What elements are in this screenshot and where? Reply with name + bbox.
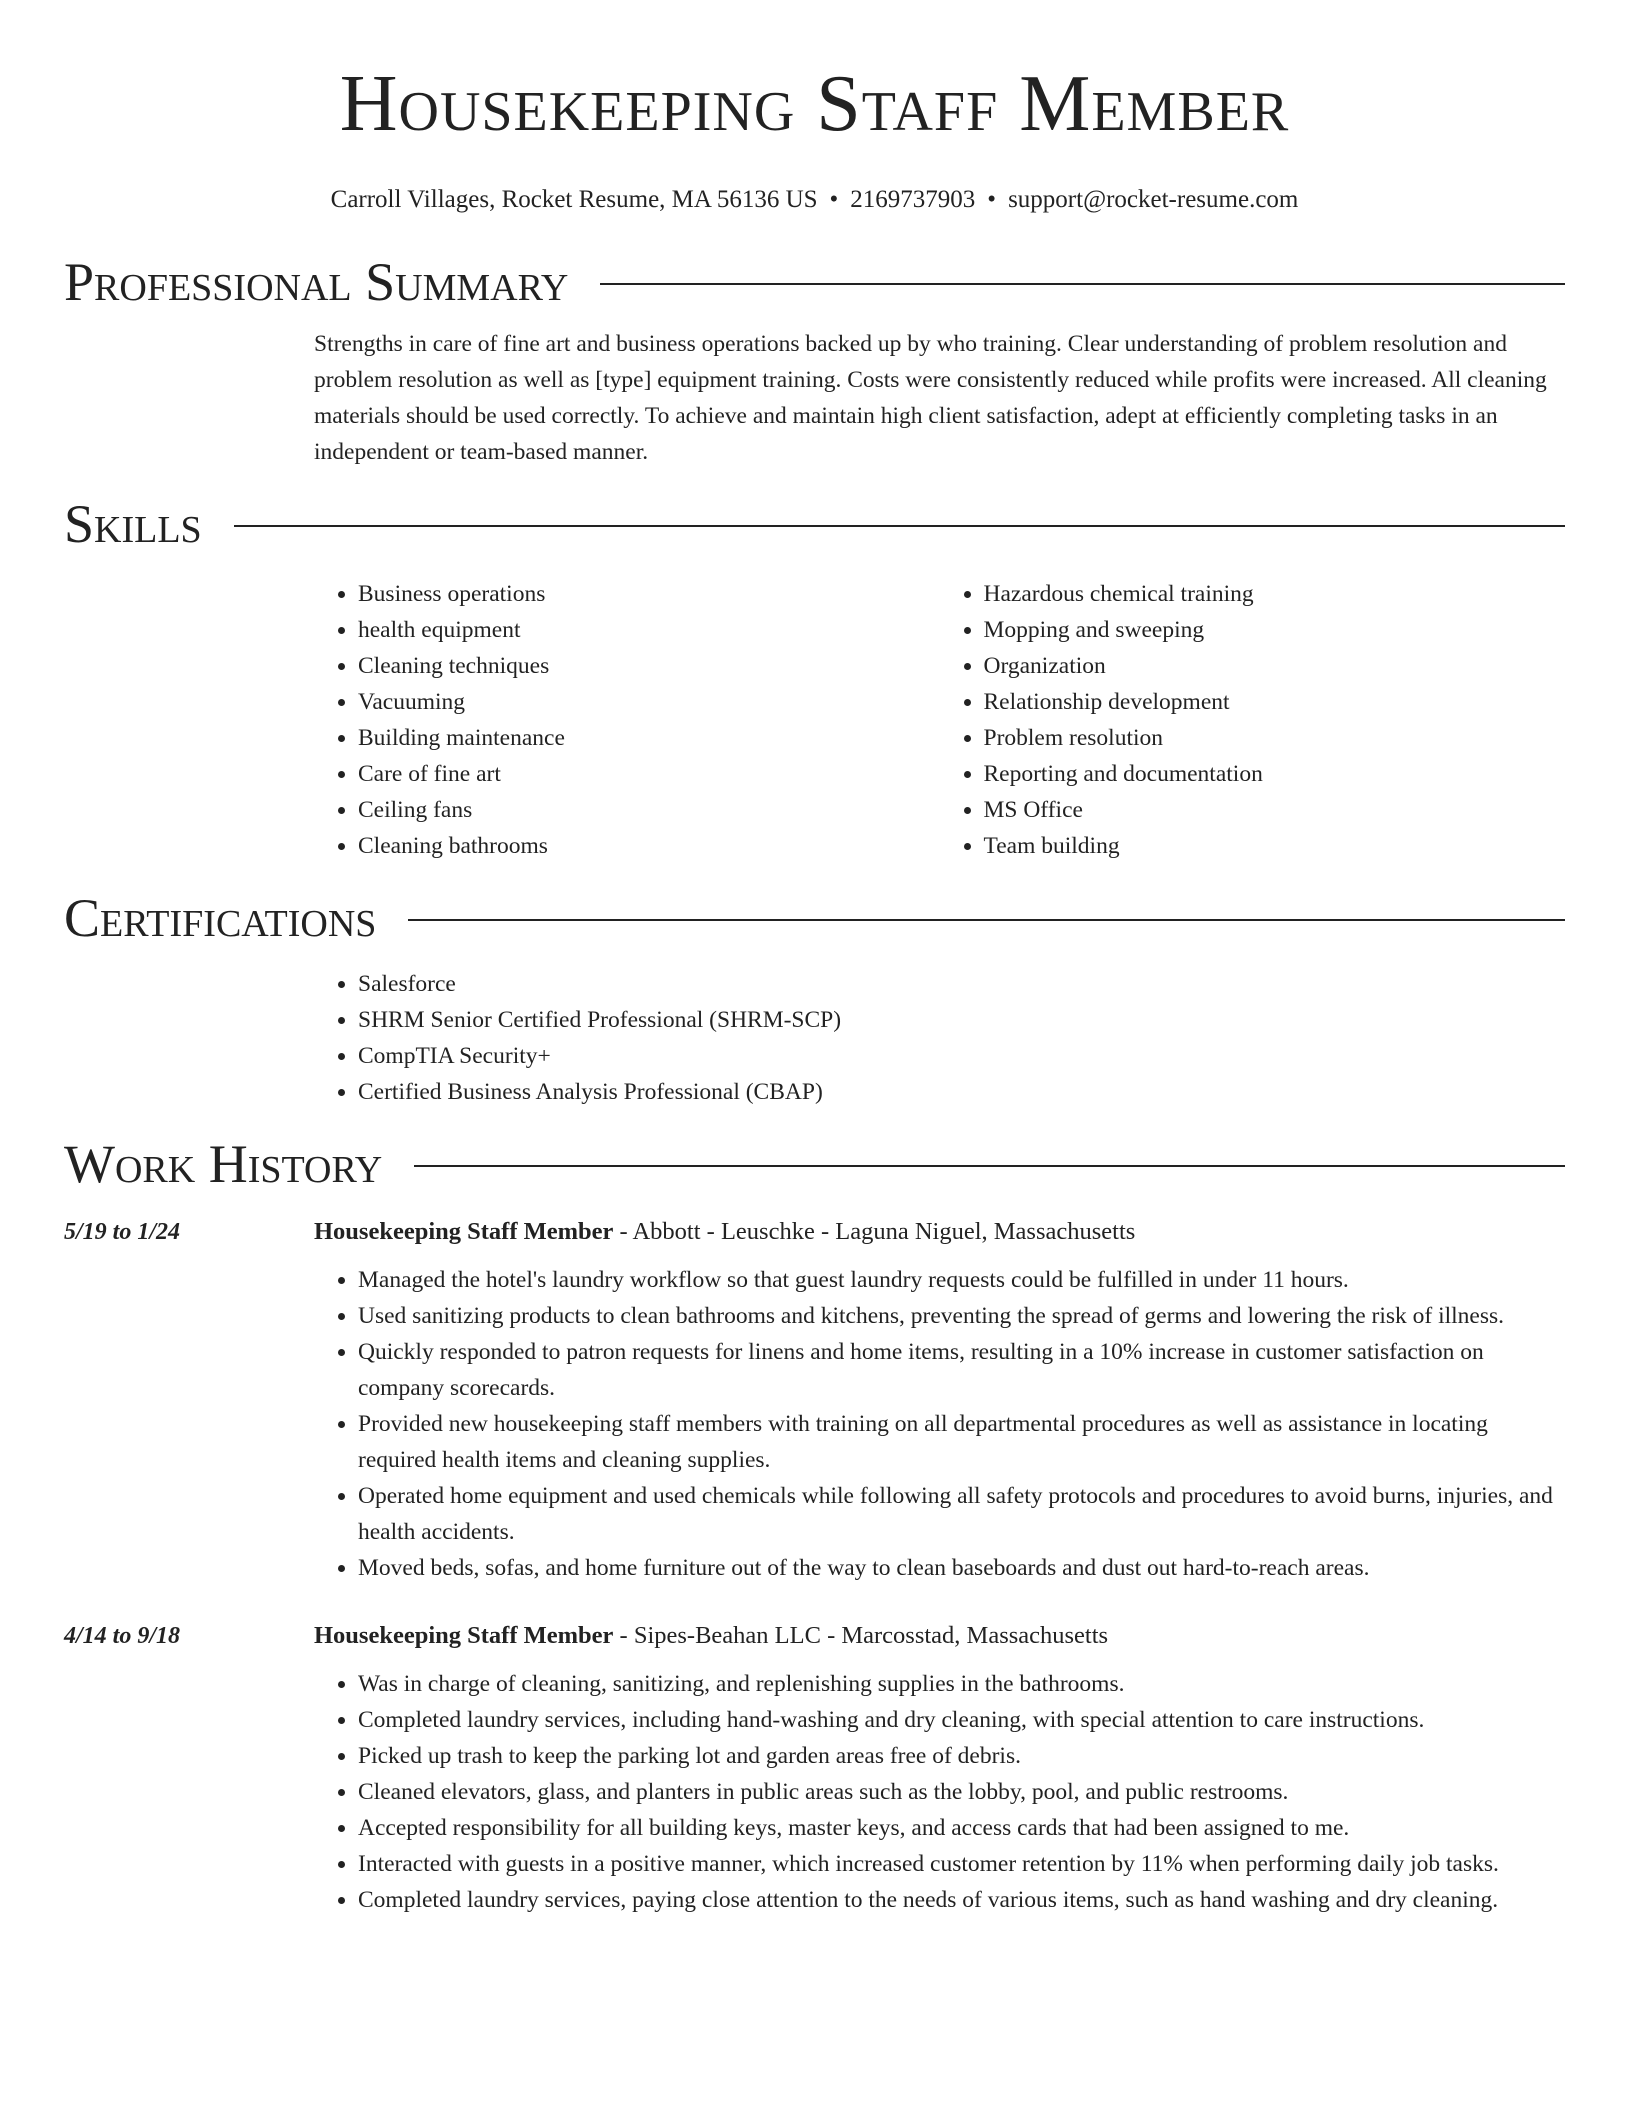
job-content	[314, 1618, 1565, 1918]
certification-item: • Certified Business Analysis Professional (CBAP)	[358, 1074, 1565, 1110]
skills-grid	[314, 576, 1565, 864]
section-divider	[414, 1165, 1565, 1167]
job-heading	[314, 1214, 1565, 1250]
job-bullet: • Completed laundry services, paying close attention to the needs of various items, such as hand washing and dry cleaning.	[358, 1882, 1565, 1918]
skill-item: • Reporting and documentation	[984, 756, 1566, 792]
job-title: Housekeeping Staff Member	[314, 1622, 614, 1649]
job-bullet: • Accepted responsibility for all building keys, master keys, and access cards that had been assigned to me.	[358, 1810, 1565, 1846]
certifications-list	[314, 966, 1565, 1110]
skill-item: • health equipment	[358, 612, 940, 648]
job-dates: 4/14 to 9/18	[64, 1623, 181, 1649]
job-entry	[64, 1618, 1565, 1918]
job-bullet: • Provided new housekeeping staff members with training on all departmental procedures as well as assistance in locating required health items and cleaning supplies.	[358, 1406, 1565, 1478]
section-divider	[600, 283, 1565, 285]
summary-section	[64, 250, 1565, 470]
skill-item: • Mopping and sweeping	[984, 612, 1566, 648]
skills-header	[64, 492, 1565, 556]
work-history-header	[64, 1132, 1565, 1196]
skills-list-right	[940, 576, 1566, 864]
job-bullet: • Picked up trash to keep the parking lot and garden areas free of debris.	[358, 1738, 1565, 1774]
job-bullet: • Quickly responded to patron requests for linens and home items, resulting in a 10% increase in customer satisfaction on company scorecards.	[358, 1334, 1565, 1406]
certifications-header	[64, 886, 1565, 950]
job-content	[314, 1214, 1565, 1586]
job-bullets	[314, 1262, 1565, 1586]
job-employer: - Sipes-Beahan LLC - Marcosstad, Massachusetts	[613, 1622, 1109, 1649]
skill-item: • Cleaning bathrooms	[358, 828, 940, 864]
contact-email: support@rocket-resume.com	[1008, 186, 1299, 213]
contact-separator: •	[829, 186, 839, 213]
job-employer: - Abbott - Leuschke - Laguna Niguel, Massachusetts	[613, 1218, 1136, 1245]
job-bullets	[314, 1666, 1565, 1918]
certifications-title: Certifications	[64, 888, 377, 948]
job-bullet: • Interacted with guests in a positive manner, which increased customer retention by 11% when performing daily job tasks.	[358, 1846, 1565, 1882]
work-history-title: Work History	[64, 1134, 383, 1194]
certifications-body	[314, 966, 1565, 1110]
work-history-section	[64, 1132, 1565, 1918]
contact-line	[64, 184, 1565, 216]
skill-item: • Care of fine art	[358, 756, 940, 792]
job-entry	[64, 1214, 1565, 1586]
skill-item: • MS Office	[984, 792, 1566, 828]
skills-body	[314, 576, 1565, 864]
skills-title: Skills	[64, 494, 202, 554]
skill-item: • Problem resolution	[984, 720, 1566, 756]
certification-item: • Salesforce	[358, 966, 1565, 1002]
certification-item: • SHRM Senior Certified Professional (SHRM-SCP)	[358, 1002, 1565, 1038]
skill-item: • Ceiling fans	[358, 792, 940, 828]
job-bullet: • Managed the hotel's laundry workflow so that guest laundry requests could be fulfilled in under 11 hours.	[358, 1262, 1565, 1298]
section-divider	[408, 919, 1565, 921]
skill-item: • Cleaning techniques	[358, 648, 940, 684]
certification-item: • CompTIA Security+	[358, 1038, 1565, 1074]
summary-body	[314, 326, 1565, 470]
skill-item: • Hazardous chemical training	[984, 576, 1566, 612]
summary-title: Professional Summary	[64, 252, 569, 312]
skill-item: • Organization	[984, 648, 1566, 684]
candidate-name: Housekeeping Staff Member	[339, 60, 1290, 148]
job-bullet: • Operated home equipment and used chemicals while following all safety protocols and procedures to avoid burns, injuries, and health accidents.	[358, 1478, 1565, 1550]
skill-item: • Building maintenance	[358, 720, 940, 756]
skills-section	[64, 492, 1565, 864]
job-bullet: • Cleaned elevators, glass, and planters in public areas such as the lobby, pool, and public restrooms.	[358, 1774, 1565, 1810]
skill-item: • Relationship development	[984, 684, 1566, 720]
job-title: Housekeeping Staff Member	[314, 1218, 614, 1245]
summary-header	[64, 250, 1565, 314]
skill-item: • Business operations	[358, 576, 940, 612]
contact-address: Carroll Villages, Rocket Resume, MA 56136 US	[330, 186, 818, 213]
job-bullet: • Was in charge of cleaning, sanitizing, and replenishing supplies in the bathrooms.	[358, 1666, 1565, 1702]
skill-item: • Team building	[984, 828, 1566, 864]
job-bullet: • Completed laundry services, including hand-washing and dry cleaning, with special attention to care instructions.	[358, 1702, 1565, 1738]
skill-item: • Vacuuming	[358, 684, 940, 720]
contact-separator: •	[987, 186, 997, 213]
job-bullet: • Moved beds, sofas, and home furniture out of the way to clean baseboards and dust out hard-to-reach areas.	[358, 1550, 1565, 1586]
contact-phone: 2169737903	[850, 186, 976, 213]
certifications-section	[64, 886, 1565, 1110]
job-dates: 5/19 to 1/24	[64, 1219, 181, 1245]
summary-text: Strengths in care of fine art and business operations backed up by who training. Clear understanding of problem resolution and problem resolution as well as [type] equipment training. Costs were consistently reduced while profits were increased. All cleaning materials should be used correctly. To achieve and maintain high client satisfaction, adept at efficiently completing tasks in an independent or team-based manner.	[314, 331, 1547, 465]
section-divider	[234, 525, 1565, 527]
job-bullet: • Used sanitizing products to clean bathrooms and kitchens, preventing the spread of germs and lowering the risk of illness.	[358, 1298, 1565, 1334]
job-heading	[314, 1618, 1565, 1654]
skills-list-left	[314, 576, 940, 864]
